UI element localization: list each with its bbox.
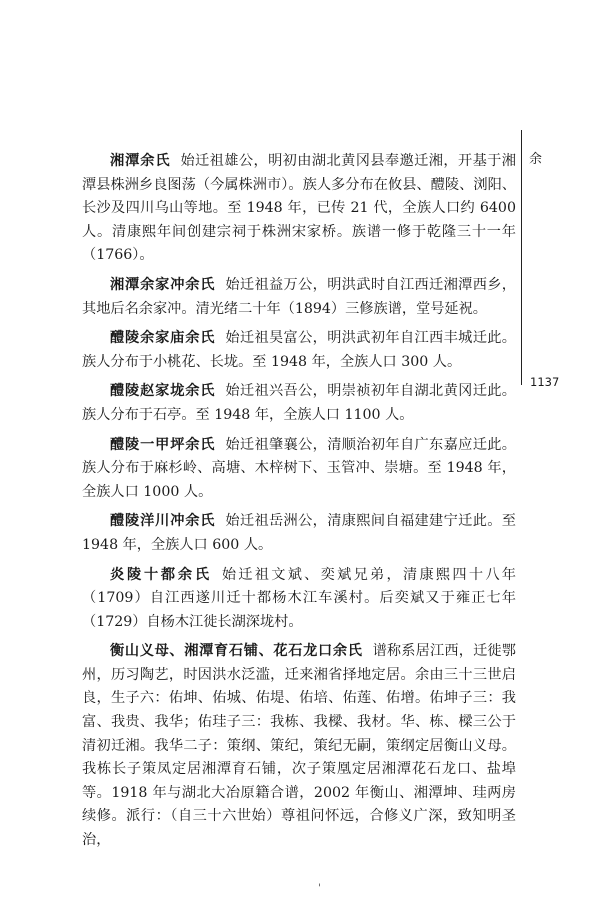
entry-name: 醴陵余家庙余氏 (110, 330, 216, 347)
entry-name: 醴陵赵家垅余氏 (110, 383, 216, 400)
entry-text: 始迁祖益万公，明洪武时自江西迁湘潭西乡，其地后名余家冲。清光绪二十年（1894）三修族谱，堂号延祝。 (82, 276, 516, 317)
page-number: 1137 (530, 375, 560, 389)
entry (82, 380, 516, 427)
entry (82, 327, 516, 374)
entry (82, 510, 516, 557)
main-text (82, 150, 516, 859)
footer-mark: ' (318, 883, 321, 894)
entry-text: 谱称系居江西，迁徙鄂州，历习陶艺，时因洪水泛滥，迁来湘省择地定居。余由三十三世启良，生子六：佑坤、佑城、佑堤、佑培、佑莲、佑增。佑坤子三：我富、我贵、我华；佑珪子三：我栋、我樑、我材。华、栋、樑三公于清初迁湘。我华二子：策纲、策纪，策纪无嗣，策纲定居衡山义母。我栋长子策凤定居湘潭育石铺，次子策凰定居湘潭花石龙口、盐埠等。1918 年与湖北大冶原籍合谱，2002 年衡山、湘潭坤、珪两房续修。派行：（自三十六世始）尊祖问怀远，合修义广深，致知明圣治， (82, 643, 516, 849)
entry (82, 640, 516, 852)
entry-name: 衡山义母、湘潭育石铺、花石龙口余氏 (110, 643, 363, 660)
entry-text: 始迁祖岳洲公，清康熙间自福建建宁迁此。至 1948 年，全族人口 600 人。 (82, 513, 516, 553)
entry-name: 湘潭余家冲余氏 (110, 276, 216, 293)
margin-rule (521, 130, 522, 385)
entry (82, 434, 516, 505)
entry-name: 醴陵一甲坪余氏 (110, 436, 216, 453)
entry-text: 始迁祖雄公，明初由湖北黄冈县奉邀迁湘，开基于湘潭县株洲乡良图荡（今属株洲市）。族人多分布在攸县、醴陵、浏阳、长沙及四川乌山等地。至 1948 年，已传 21 代，全族人口约 6400 人。清康熙年间创建宗祠于株洲宋家桥。族谱一修于乾隆三十一年（1766）。 (82, 153, 516, 264)
entry-text: 始迁祖昊富公，明洪武初年自江西丰城迁此。族人分布于小桃花、长垅。至 1948 年，全族人口 300 人。 (82, 330, 516, 370)
entry-text: 始迁祖兴吾公，明崇祯初年自湖北黄冈迁此。族人分布于石亭。至 1948 年，全族人口 1100 人。 (82, 383, 516, 423)
entry-name: 湘潭余氏 (110, 153, 171, 169)
entry-name: 炎陵十都余氏 (110, 566, 212, 583)
entry (82, 564, 516, 635)
entry-text: 始迁祖肇襄公，清顺治初年自广东嘉应迁此。族人分布于麻杉岭、高塘、木梓树下、玉管冲、崇塘。至 1948 年，全族人口 1000 人。 (82, 436, 516, 500)
entry (82, 150, 516, 268)
entry-name: 醴陵洋川冲余氏 (110, 513, 216, 530)
running-head: 余 (529, 152, 543, 167)
entry-text: 始迁祖文斌、奕斌兄弟，清康熙四十八年（1709）自江西遂川迁十都杨木江车溪村。后奕斌又于雍正七年（1729）自杨木江徙长湖深垅村。 (82, 566, 516, 630)
entry (82, 274, 516, 321)
